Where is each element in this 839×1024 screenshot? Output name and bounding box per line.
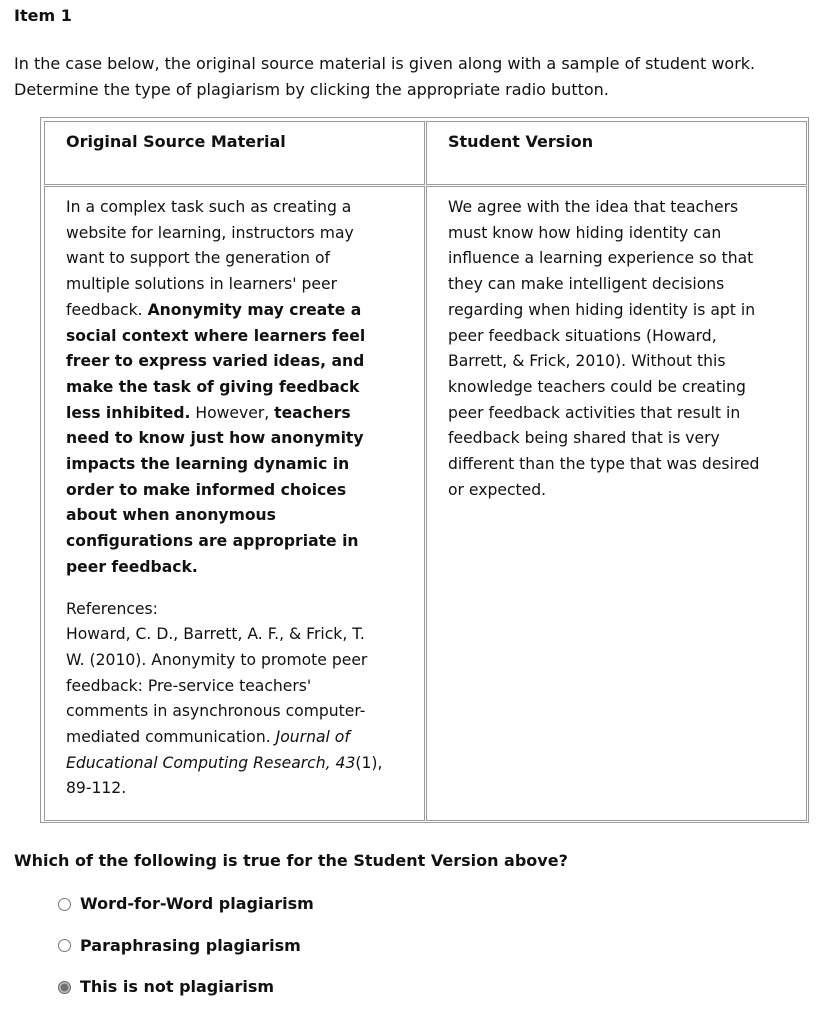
student-header-cell (426, 121, 807, 185)
option-label: Paraphrasing plagiarism (80, 935, 301, 955)
case-table (40, 117, 809, 823)
student-version-cell (426, 186, 807, 821)
answer-options (58, 891, 314, 1016)
original-header: Original Source Material (66, 132, 286, 151)
original-source-text (66, 195, 386, 802)
student-header: Student Version (448, 132, 594, 151)
references-label: References: (66, 599, 158, 618)
original-text-mid: However, (190, 403, 275, 422)
original-bold-1: Anonymity may create a social context where learners feel freer to express varied ideas, and make the task of giving feedback less inhibited. (66, 300, 366, 422)
original-header-cell (44, 121, 425, 185)
original-source-cell (44, 186, 425, 821)
student-paragraph: We agree with the idea that teachers must know how hiding identity can influence a learning experience so that they can make intelligent decisions regarding when hiding identity is apt in peer feedback situations (Howard, Barrett, & Frick, 2010). Without this knowledge teachers could be creating peer feedback activities that result in feedback being shared that is very different than the type that was desired or expected. (448, 198, 760, 499)
original-paragraph (66, 195, 386, 581)
question-text: Which of the following is true for the Student Version above? (14, 851, 568, 870)
instructions-line-1: In the case below, the original source material is given along with a sample of student work. (14, 54, 756, 73)
student-version-text (448, 195, 768, 503)
radio-button[interactable] (58, 939, 71, 952)
item-title: Item 1 (14, 6, 72, 25)
references (66, 597, 386, 803)
option-label: Word-for-Word plagiarism (80, 894, 314, 913)
original-text-intro: In a complex task such as creating a website for learning, instructors may want to support the generation of multiple solutions in learners' peer feedback. (66, 198, 354, 319)
radio-button[interactable] (58, 898, 71, 911)
option-paraphrasing[interactable] (58, 933, 314, 959)
reference-journal: Journal of Educational Computing Research, 43 (66, 728, 356, 772)
reference-issue: (1), 89-112. (66, 753, 383, 798)
instructions-line-2: Determine the type of plagiarism by clicking the appropriate radio button. (14, 80, 609, 99)
reference-text: Howard, C. D., Barrett, A. F., & Frick, T. W. (2010). Anonymity to promote peer feedback: Pre-service teachers' comments in asynchronous computer-mediated communication. (66, 625, 368, 747)
option-not-plagiarism[interactable] (58, 974, 314, 1000)
radio-button-selected[interactable] (58, 981, 71, 994)
original-bold-2: teachers need to know just how anonymity impacts the learning dynamic in order to make informed choices about when anonymous configurations are appropriate in peer feedback. (66, 403, 364, 576)
option-label: This is not plagiarism (80, 977, 275, 996)
option-word-for-word[interactable] (58, 891, 314, 917)
instructions (14, 51, 814, 103)
